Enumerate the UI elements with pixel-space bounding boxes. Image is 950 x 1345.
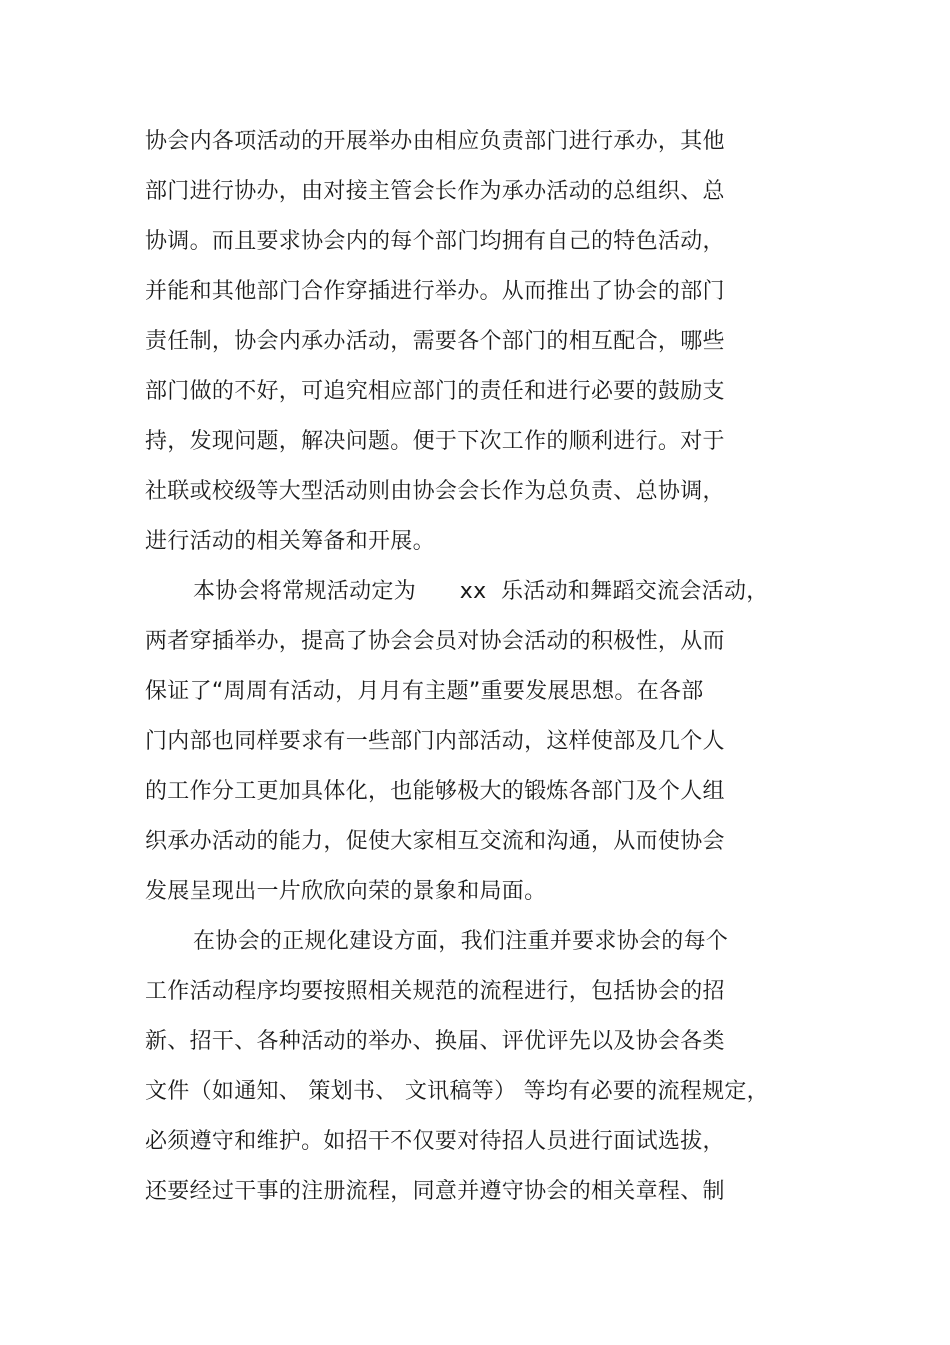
- text-line: 协调。而且要求协会内的每个部门均拥有自己的特色活动，: [145, 229, 725, 254]
- text-line: 文件（如通知、 策划书、 文讯稿等） 等均有必要的流程规定，: [145, 1079, 769, 1104]
- text-line: 新、招干、各种活动的举办、换届、评优评先以及协会各类: [145, 1029, 725, 1054]
- text-line: 保证了“周周有活动，月月有主题”重要发展思想。在各部: [145, 679, 704, 704]
- paragraph-first-line: 在协会的正规化建设方面，我们注重并要求协会的每个: [193, 929, 729, 954]
- paragraph-first-line: 本协会将常规活动定为 xx 乐活动和舞蹈交流会活动，: [193, 579, 769, 604]
- text-line: 持，发现问题，解决问题。便于下次工作的顺利进行。对于: [145, 429, 725, 454]
- text-line: 部门进行协办，由对接主管会长作为承办活动的总组织、总: [145, 179, 725, 204]
- text-line: 发展呈现出一片欣欣向荣的景象和局面。: [145, 879, 547, 904]
- text-line: 必须遵守和维护。如招干不仅要对待招人员进行面试选拔，: [145, 1129, 725, 1154]
- text-line: 责任制，协会内承办活动，需要各个部门的相互配合，哪些: [145, 329, 725, 354]
- text-line: 两者穿插举办，提高了协会会员对协会活动的积极性，从而: [145, 629, 725, 654]
- text-line: 工作活动程序均要按照相关规范的流程进行，包括协会的招: [145, 979, 725, 1004]
- text-line: 社联或校级等大型活动则由协会会长作为总负责、总协调，: [145, 479, 725, 504]
- text-line: 的工作分工更加具体化，也能够极大的锻炼各部门及个人组: [145, 779, 725, 804]
- text-line: 还要经过干事的注册流程，同意并遵守协会的相关章程、制: [145, 1179, 725, 1204]
- text-line: 织承办活动的能力，促使大家相互交流和沟通，从而使协会: [145, 829, 725, 854]
- text-line: 门内部也同样要求有一些部门内部活动，这样使部及几个人: [145, 729, 725, 754]
- text-line: 部门做的不好，可追究相应部门的责任和进行必要的鼓励支: [145, 379, 725, 404]
- text-line: 协会内各项活动的开展举办由相应负责部门进行承办，其他: [145, 129, 725, 154]
- text-line: 并能和其他部门合作穿插进行举办。从而推出了协会的部门: [145, 279, 725, 304]
- text-line: 进行活动的相关筹备和开展。: [145, 529, 435, 554]
